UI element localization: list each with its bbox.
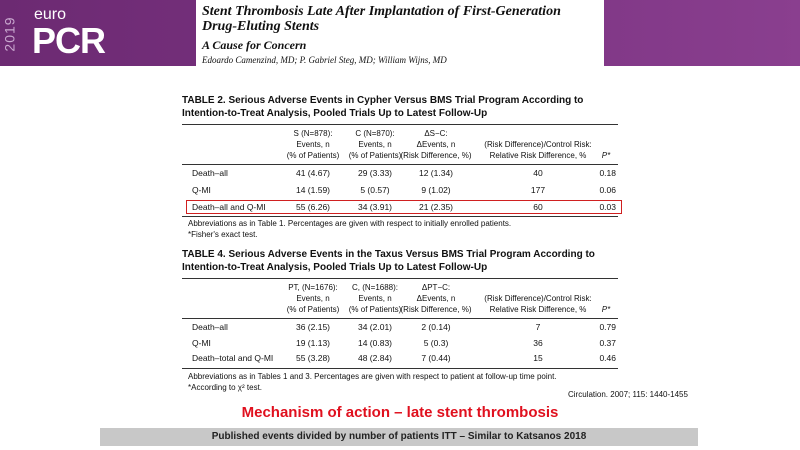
table2-header-p: P* bbox=[601, 151, 611, 160]
footer-bar bbox=[100, 428, 698, 446]
table4-caption-line2: Intention-to-Treat Analysis, Pooled Trials Up to Latest Follow-Up bbox=[182, 262, 488, 273]
table2-header-col4: (Risk Difference)/Control Risk: Relative Risk Difference, % bbox=[484, 140, 592, 160]
paper-authors: Edoardo Camenzind, MD; P. Gabriel Steg, MD; William Wijns, MD bbox=[202, 55, 447, 65]
mechanism-title: Mechanism of action – late stent thrombosis bbox=[241, 404, 559, 421]
table2-header-col2: C (N=870): Events, n (% of Patients) bbox=[348, 129, 402, 160]
table2-notes: Abbreviations as in Table 1. Percentages are given with respect to initially enrolled patients. *Fisher's exact test. bbox=[188, 219, 512, 239]
table4-caption bbox=[182, 248, 642, 274]
logo-pcr: PCR bbox=[32, 20, 106, 61]
table4-caption-line1: TABLE 4. Serious Adverse Events in the Taxus Versus BMS Trial Program According to bbox=[182, 249, 595, 260]
logo-euro: euro bbox=[34, 6, 67, 23]
table4-header-col4: (Risk Difference)/Control Risk: Relative Risk Difference, % bbox=[484, 294, 592, 314]
footer-text: Published events divided by number of patients ITT – Similar to Katsanos 2018 bbox=[211, 431, 587, 442]
table2-header-col3: ΔS−C: ΔEvents, n (Risk Difference, %) bbox=[400, 129, 472, 160]
table2-caption bbox=[182, 94, 642, 120]
table2-caption-line1: TABLE 2. Serious Adverse Events in Cypher Versus BMS Trial Program According to bbox=[182, 95, 584, 106]
table2-caption-line2: Intention-to-Treat Analysis, Pooled Trials Up to Latest Follow-Up bbox=[182, 108, 488, 119]
paper-subtitle: A Cause for Concern bbox=[202, 38, 307, 52]
paper-header bbox=[196, 0, 604, 66]
table4-header-col3: ΔPT−C: ΔEvents, n (Risk Difference, %) bbox=[400, 283, 472, 314]
table4-header-p: P* bbox=[601, 305, 611, 314]
logo-year: 2019 bbox=[1, 16, 18, 52]
table2-header-rule bbox=[182, 164, 618, 165]
paper-title: Stent Thrombosis Late After Implantation of First-Generation Drug-Eluting Stents bbox=[202, 4, 561, 34]
europcr-logo bbox=[1, 6, 126, 61]
table4-bottom-rule bbox=[182, 368, 618, 369]
table4-header-rule bbox=[182, 318, 618, 319]
table2-header-col1: S (N=878): Events, n (% of Patients) bbox=[286, 129, 340, 160]
citation: Circulation. 2007; 115: 1440-1455 bbox=[568, 390, 688, 399]
table2-top-rule bbox=[182, 124, 618, 125]
table2-bottom-rule bbox=[182, 216, 618, 217]
table4-notes: Abbreviations as in Tables 1 and 3. Percentages are given with respect to patient at follow-up time point. *According to χ² test. bbox=[188, 372, 557, 392]
table4-top-rule bbox=[182, 278, 618, 279]
table4-header-col1: PT, (N=1676): Events, n (% of Patients) bbox=[286, 283, 340, 314]
highlight-box bbox=[186, 200, 622, 214]
table4-header-col2: C, (N=1688): Events, n (% of Patients) bbox=[348, 283, 402, 314]
